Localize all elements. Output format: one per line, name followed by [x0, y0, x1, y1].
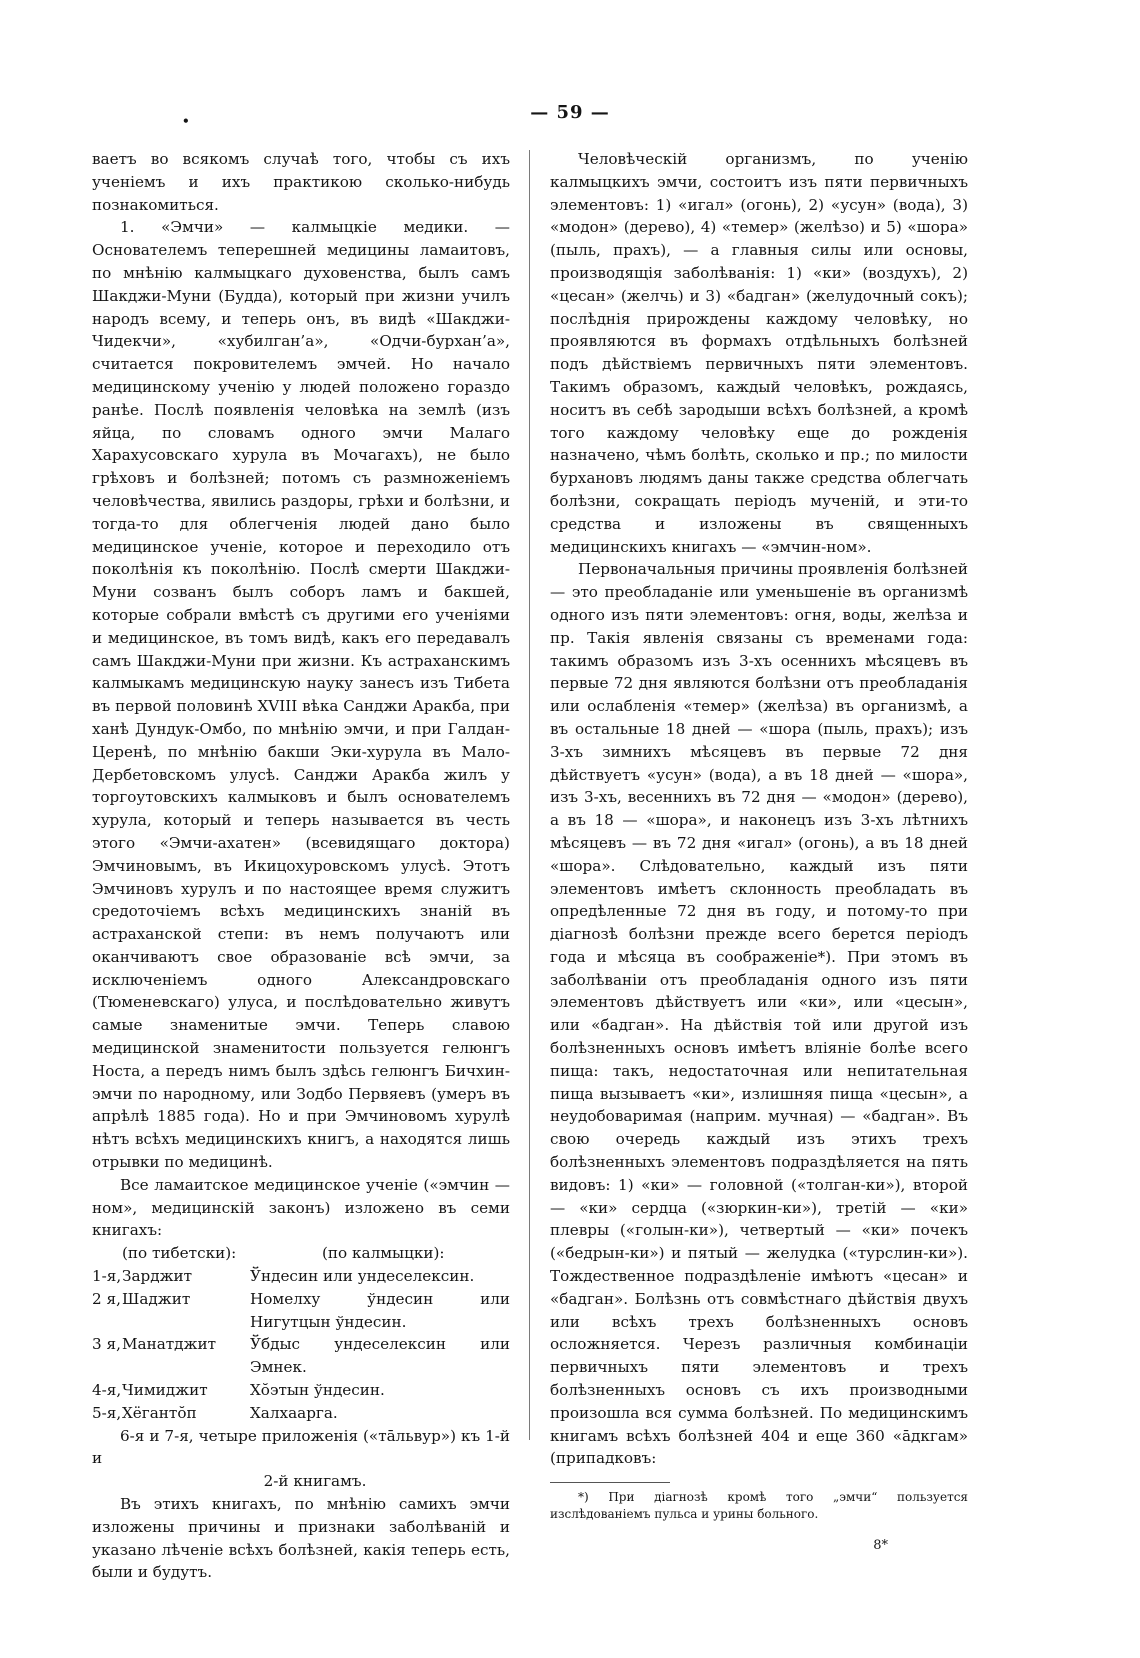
book-number: 2 я,	[92, 1289, 121, 1308]
signature-mark: 8*	[873, 1538, 888, 1554]
table-row	[92, 1402, 510, 1425]
book-number: 5-я,	[92, 1403, 122, 1422]
book-number: 1-я,	[92, 1267, 122, 1286]
book-tibetan-name: Чимиджит	[122, 1381, 208, 1400]
speck-mark: •	[182, 114, 191, 128]
page-number: — 59 —	[530, 102, 610, 123]
book-number: 3 я,	[92, 1335, 121, 1354]
left-paragraph-1: ваетъ во всякомъ случаѣ того, чтобы съ ихъ ученіемъ и ихъ практикою сколько-нибудь познакомиться.	[92, 150, 510, 214]
tibetan-column-header: (по тибетски):	[122, 1244, 237, 1263]
table-row	[92, 1288, 510, 1334]
table-row	[92, 1379, 510, 1402]
page-header	[0, 102, 1140, 128]
book-tibetan-name: Шаджит	[122, 1289, 191, 1308]
table-row	[92, 1333, 510, 1379]
book-kalmyk-name: Ўбдыс ундеселексин или Эмнек.	[250, 1335, 510, 1377]
left-closing-paragraph: Въ этихъ книгахъ, по мнѣнію самихъ эмчи изложены причины и признаки заболѣваній и указано лѣченіе всѣхъ болѣзней, какія теперь есть, были и будутъ.	[92, 1495, 510, 1582]
books-table-header	[92, 1242, 510, 1265]
book-tibetan-name: Манатджит	[122, 1335, 217, 1354]
right-column	[550, 148, 968, 1558]
table-row	[92, 1265, 510, 1288]
left-paragraph-3: Все ламаитское медицинское ученіе («эмчин — ном», медицинскій законъ) изложено въ семи книгахъ:	[92, 1175, 510, 1240]
footnote-rule	[550, 1482, 670, 1483]
appendix-line-1: 6-я и 7-я, четыре приложенія («тāльвур») къ 1-й и	[92, 1426, 510, 1468]
column-divider	[529, 150, 530, 1440]
right-paragraph-2: Первоначальныя причины проявленія болѣзней — это преобладаніе или уменьшеніе въ организмѣ одного изъ пяти элементовъ: огня, воды, желѣза и пр. Такія явленія связаны съ временами года: такимъ образомъ изъ 3-хъ осеннихъ мѣсяцевъ въ первые 72 дня являются болѣзни отъ преобладанія или ослабленія «темер» (желѣза) въ организмѣ, а въ остальные 18 дней — «шора (пыль, прахъ); изъ 3-хъ зимнихъ мѣсяцевъ въ первые 72 дня дѣйствуетъ «усун» (вода), а въ 18 дней — «шора», изъ 3-хъ, весеннихъ въ 72 дня — «модон» (дерево), а въ 18 — «шора», и наконецъ изъ 3-хъ лѣтнихъ мѣсяцевъ — въ 72 дня «игал» (огонь), а въ 18 дней «шора». Слѣдовательно, каждый изъ пяти элементовъ имѣетъ склонность преобладать въ опредѣленные 72 дня въ году, и потому-то при діагнозѣ болѣзни прежде всего берется періодъ года и мѣсяца въ соображеніе*). При этомъ въ заболѣваніи отъ преобладанія одного изъ пяти элементовъ дѣйствуетъ или «ки», или «цесын», или «бадган». На дѣйствія той или другой изъ болѣзненныхъ основъ имѣетъ вліяніе болѣе всего пища: такъ, недостаточная или непитательная пища вызываетъ «ки», излишняя пища «цесын», а неудобоваримая (наприм. мучная) — «бадган». Въ свою очередь каждый изъ этихъ трехъ болѣзненныхъ элементовъ подраздѣляется на пять видовъ: 1) «ки» — головной («толган-ки»), второй — «ки» сердца («зюркин-ки»), третій — «ки» плевры («голын-ки»), четвертый — «ки» почекъ («бедрын-ки») и пятый — желудка («турслин-ки»). Тождественное подраздѣленіе имѣютъ «цесан» и «бадган». Болѣзнь отъ совмѣстнаго дѣйствія двухъ или всѣхъ трехъ болѣзненныхъ основъ осложняется. Черезъ различныя комбинаціи первичныхъ пяти элементовъ и трехъ болѣзненныхъ основъ съ ихъ производными произошла вся сумма болѣзней. По медицинскимъ книгамъ всѣхъ болѣзней 404 и еще 360 «āдкгам» (припадковъ:	[550, 560, 968, 1468]
appendix-line-2: 2-й книгамъ.	[263, 1472, 367, 1491]
books-table	[92, 1242, 510, 1424]
book-kalmyk-name: Номелху ўндесин или Нигутцын ўндесин.	[250, 1289, 510, 1331]
left-paragraph-2: 1. «Эмчи» — калмыцкіе медики. — Основателемъ теперешней медицины ламаитовъ, по мнѣнію калмыцкаго духовенства, былъ самъ Шакджи-Муни (Будда), который при жизни училъ народъ всему, и теперь онъ, въ видѣ «Шакджи-Чидекчи», «хубилган’а», «Одчи-бурхан’а», считается покровителемъ эмчей. Но начало медицинскому ученію у людей положено гораздо ранѣе. Послѣ появленія человѣка на землѣ (изъ яйца, по словамъ одного эмчи Малаго Харахусовскаго хурула въ Мочагахъ), не было грѣховъ и болѣзней; потомъ съ размноженіемъ человѣчества, явились раздоры, грѣхи и болѣзни, и тогда-то для облегченія людей дано было медицинское ученіе, которое и переходило отъ поколѣнія къ поколѣнію. Послѣ смерти Шакджи-Муни созванъ былъ соборъ ламъ и бакшей, которые собрали вмѣстѣ съ другими его ученіями и медицинское, въ томъ видѣ, какъ его передавалъ самъ Шакджи-Муни при жизни. Къ астраханскимъ калмыкамъ медицинскую науку занесъ изъ Тибета въ первой половинѣ XVIII вѣка Санджи Аракба, при ханѣ Дундук-Омбо, по мнѣнію эмчи, и при Галдан-Церенѣ, по мнѣнію бакши Эки-хурула въ Мало-Дербетовскомъ улусѣ. Санджи Аракба жилъ у торгоутовскихъ калмыковъ и былъ основателемъ хурула, который и теперь называется въ честь этого «Эмчи-ахатен» (всевидящаго доктора) Эмчиновымъ, въ Икицохуровскомъ улусѣ. Этотъ Эмчиновъ хурулъ и по настоящее время служитъ средоточіемъ всѣхъ медицинскихъ знаній въ астраханской степи: въ немъ получаютъ или оканчиваютъ свое образованіе всѣ эмчи, за исключеніемъ одного Александровскаго (Тюменевскаго) улуса, и послѣдовательно живутъ самые знаменитые эмчи. Теперь славою медицинской знаменитости пользуется гелюнгъ Носта, а передъ нимъ былъ здѣсь гелюнгъ Бичхин-эмчи по народному, или Зодбо Первяевъ (умеръ въ апрѣлѣ 1885 года). Но и при Эмчиновомъ хурулѣ нѣтъ всѣхъ медицинскихъ книгъ, а находятся лишь отрывки по медицинѣ.	[92, 218, 510, 1172]
footnote: *) При діагнозѣ кромѣ того „эмчи“ пользуется изслѣдованіемъ пульса и урины больного.	[550, 1490, 968, 1522]
left-column	[92, 148, 510, 1584]
book-kalmyk-name: Халхаарга.	[250, 1403, 338, 1422]
right-paragraph-1: Человѣческій организмъ, по ученію калмыцкихъ эмчи, состоитъ изъ пяти первичныхъ элементовъ: 1) «игал» (огонь), 2) «усун» (вода), 3) «модон» (дерево), 4) «темер» (желѣзо) и 5) «шора» (пыль, прахъ), — а главныя силы или основы, производящія заболѣванія: 1) «ки» (воздухъ), 2) «цесан» (желчь) и 3) «бадган» (желудочный сокъ); послѣднія прирождены каждому человѣку, но проявляются въ формахъ отдѣльныхъ болѣзней подъ дѣйствіемъ первичныхъ пяти элементовъ. Такимъ образомъ, каждый человѣкъ, рождаясь, носитъ въ себѣ зародыши всѣхъ болѣзней, а кромѣ того каждому человѣку еще до рожденія назначено, чѣмъ болѣть, сколько и пр.; по милости бурхановъ людямъ даны также средства облегчать болѣзни, сокращать періодъ мученій, и эти-то средства и изложены въ священныхъ медицинскихъ книгахъ — «эмчин-ном».	[550, 150, 968, 556]
book-tibetan-name: Зарджит	[122, 1267, 193, 1286]
book-kalmyk-name: Хŏэтын ўндесин.	[250, 1381, 385, 1400]
book-kalmyk-name: Ўндесин или ундеселексин.	[250, 1267, 475, 1286]
book-tibetan-name: Хёгантŏп	[122, 1403, 197, 1422]
kalmyk-column-header: (по калмыцки):	[322, 1244, 445, 1263]
book-number: 4-я,	[92, 1381, 122, 1400]
